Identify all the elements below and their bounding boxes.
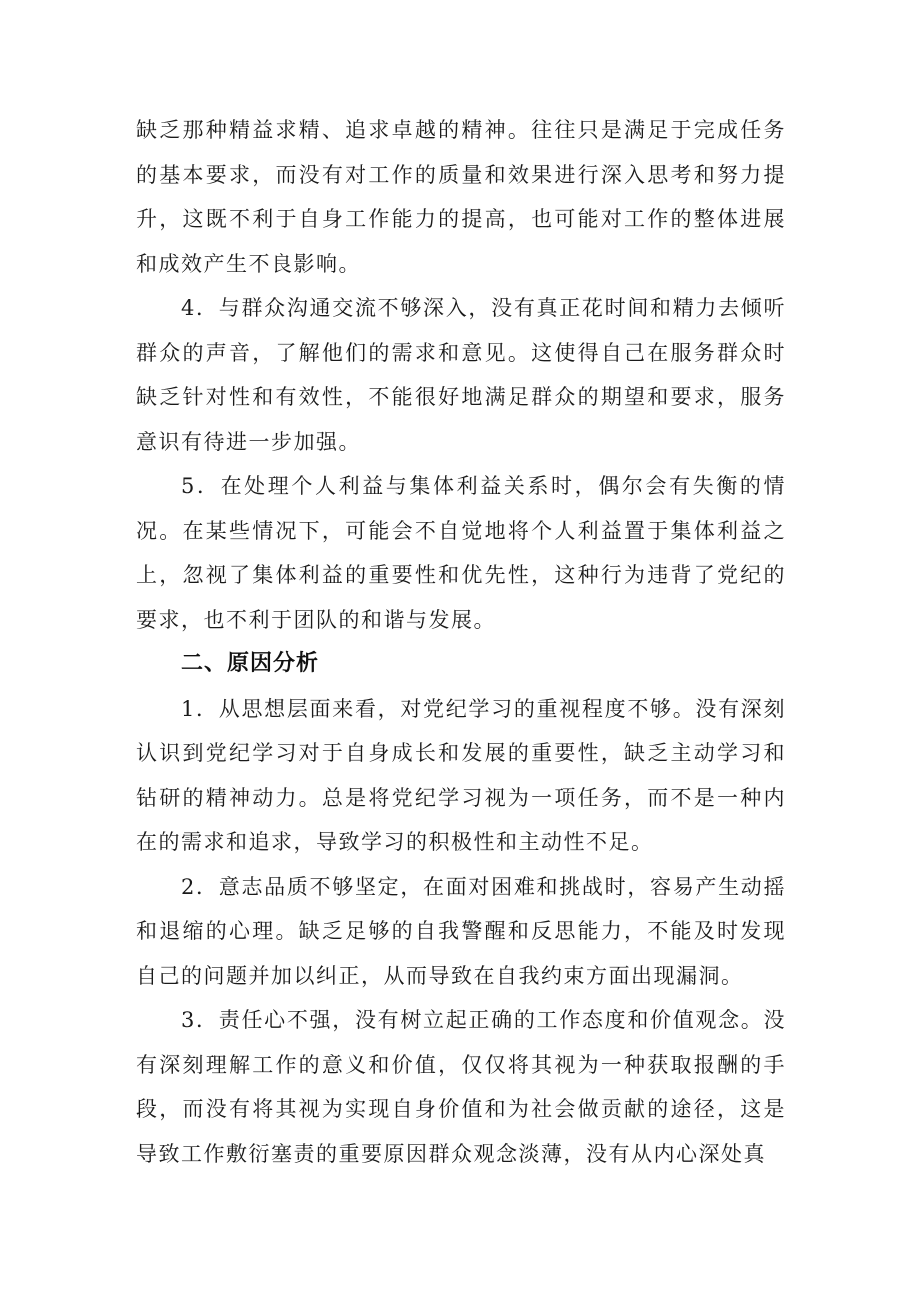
paragraph-cause-1: 1．从思想层面来看，对党纪学习的重视程度不够。没有深刻认识到党纪学习对于自身成长和发展的重要性，缺乏主动学习和钻研的精神动力。总是将党纪学习视为一项任务，而不是一种内在的需求和追求，导致学习的积极性和主动性不足。 <box>136 696 786 854</box>
paragraph-item-4: 4．与群众沟通交流不够深入，没有真正花时间和精力去倾听群众的声音，了解他们的需求和意见。这使得自己在服务群众时缺乏针对性和有效性，不能很好地满足群众的期望和要求，服务意识有待进一步加强。 <box>136 296 786 454</box>
paragraph-cause-2: 2．意志品质不够坚定，在面对困难和挑战时，容易产生动摇和退缩的心理。缺乏足够的自我警醒和反思能力，不能及时发现自己的问题并加以纠正，从而导致在自我约束方面出现漏洞。 <box>136 874 786 988</box>
section-heading-cause-analysis: 二、原因分析 <box>181 651 320 676</box>
paragraph-cause-3: 3．责任心不强，没有树立起正确的工作态度和价值观念。没有深刻理解工作的意义和价值，仅仅将其视为一种获取报酬的手段，而没有将其视为实现自身价值和为社会做贡献的途径，这是导致工作敷衍塞责的重要原因群众观念淡薄，没有从内心深处真 <box>136 1008 786 1166</box>
paragraph-continued: 缺乏那种精益求精、追求卓越的精神。往往只是满足于完成任务的基本要求，而没有对工作的质量和效果进行深入思考和努力提升，这既不利于自身工作能力的提高，也可能对工作的整体进展和成效产生不良影响。 <box>136 118 786 276</box>
paragraph-item-5: 5．在处理个人利益与集体利益关系时，偶尔会有失衡的情况。在某些情况下，可能会不自觉地将个人利益置于集体利益之上，忽视了集体利益的重要性和优先性，这种行为违背了党纪的要求，也不利于团队的和谐与发展。 <box>136 474 786 632</box>
document-body <box>136 108 786 1176</box>
